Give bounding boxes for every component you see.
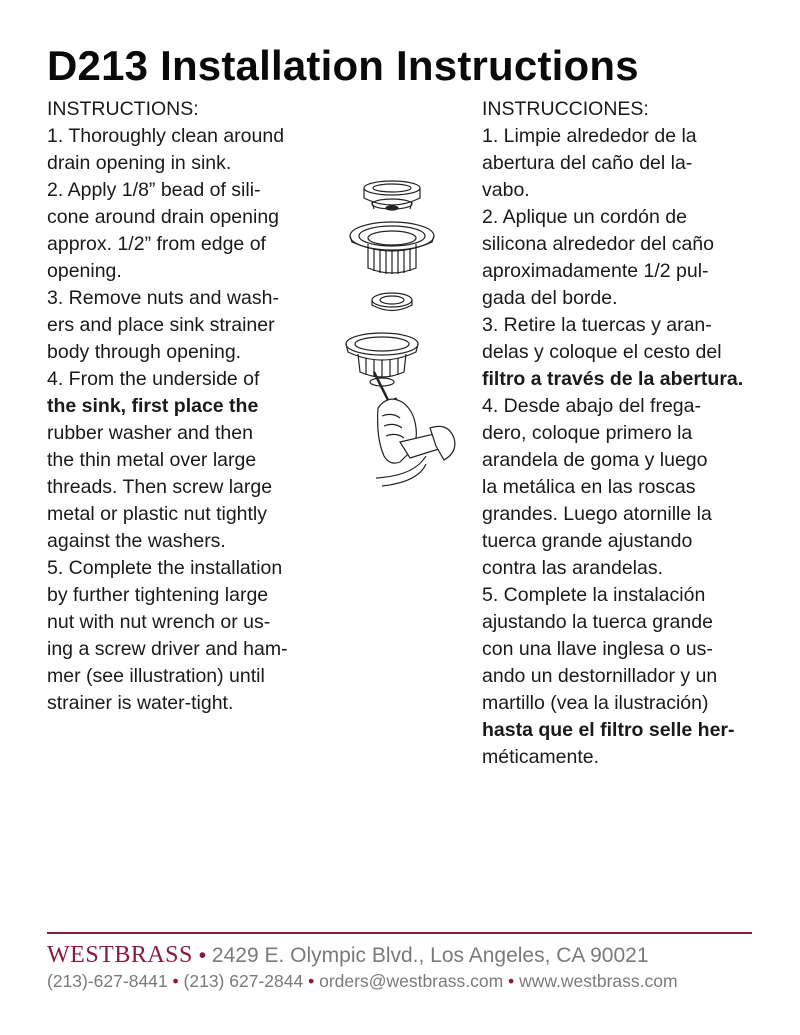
instruction-line: mer (see illustration) until <box>47 665 265 687</box>
instructions-heading: INSTRUCTIONS: <box>47 98 199 120</box>
instruction-line: rubber washer and then <box>47 422 253 444</box>
instruction-line: against the washers. <box>47 530 226 552</box>
locknut-icon <box>346 333 418 386</box>
drain-strainer-assembly-illustration <box>330 176 470 492</box>
instruction-line: the sink, first place the <box>47 395 259 417</box>
footer-address-line <box>47 941 649 970</box>
instruction-line: the thin metal over large <box>47 449 257 471</box>
english-instructions <box>47 96 327 717</box>
separator-bullet: • <box>508 971 515 991</box>
washer-icon <box>372 293 412 311</box>
instruction-line: metal or plastic nut tightly <box>47 503 268 525</box>
strainer-flange-icon <box>350 222 434 274</box>
instruction-line: 1. Thoroughly clean around <box>47 125 285 147</box>
instruction-line: approx. 1/2” from edge of <box>47 233 266 255</box>
instruction-line: 2. Apply 1/8” bead of sili- <box>47 179 261 201</box>
email-link[interactable]: orders@westbrass.com <box>319 971 504 991</box>
instruction-line: threads. Then screw large <box>47 476 273 498</box>
separator-bullet: • <box>308 971 315 991</box>
instruction-line: dero, coloque primero la <box>482 422 693 444</box>
instructions-heading: INSTRUCCIONES: <box>482 98 649 120</box>
instruction-line: la metálica en las roscas <box>482 476 696 498</box>
instruction-line: ajustando la tuerca grande <box>482 611 713 633</box>
instruction-line: ing a screw driver and ham- <box>47 638 288 660</box>
instruction-line: 4. From the underside of <box>47 368 260 390</box>
instruction-line: ers and place sink strainer <box>47 314 275 336</box>
instruction-line: gada del borde. <box>482 287 618 309</box>
instruction-line: 4. Desde abajo del frega- <box>482 395 701 417</box>
company-address: 2429 E. Olympic Blvd., Los Angeles, CA 90021 <box>211 944 649 967</box>
instruction-line: 5. Complete the installation <box>47 557 283 579</box>
phone-number: (213)-627-8441 <box>47 971 168 991</box>
page-title: D213 Installation Instructions <box>47 42 639 89</box>
instruction-line: 1. Limpie alrededor de la <box>482 125 697 147</box>
instruction-line: con una llave inglesa o us- <box>482 638 713 660</box>
instruction-line: 5. Complete la instalación <box>482 584 706 606</box>
instruction-line: nut with nut wrench or us- <box>47 611 271 633</box>
instruction-line: ando un destornillador y un <box>482 665 718 687</box>
fax-number: (213) 627-2844 <box>183 971 304 991</box>
instruction-line: strainer is water-tight. <box>47 692 234 714</box>
instruction-line: contra las arandelas. <box>482 557 664 579</box>
instruction-line: grandes. Luego atornille la <box>482 503 712 525</box>
instruction-line: delas y coloque el cesto del <box>482 341 722 363</box>
instruction-line: silicona alrededor del caño <box>482 233 714 255</box>
instruction-line: vabo. <box>482 179 530 201</box>
strainer-basket-icon <box>364 181 420 210</box>
instruction-line: drain opening in sink. <box>47 152 232 174</box>
instruction-line: arandela de goma y luego <box>482 449 708 471</box>
instruction-line: filtro a través de la abertura. <box>482 368 744 390</box>
footer-contact-line <box>47 968 678 994</box>
instruction-line: by further tightening large <box>47 584 269 606</box>
separator-bullet: • <box>198 944 207 967</box>
instruction-line: 3. Retire la tuercas y aran- <box>482 314 712 336</box>
brand-name: WESTBRASS <box>47 942 193 968</box>
instruction-line: hasta que el filtro selle her- <box>482 719 735 741</box>
instruction-line: tuerca grande ajustando <box>482 530 693 552</box>
instruction-line: martillo (vea la ilustración) <box>482 692 709 714</box>
instruction-line: 3. Remove nuts and wash- <box>47 287 279 309</box>
instruction-line: opening. <box>47 260 122 282</box>
instruction-line: abertura del caño del la- <box>482 152 693 174</box>
instruction-line: méticamente. <box>482 746 600 768</box>
instruction-line: aproximadamente 1/2 pul- <box>482 260 709 282</box>
separator-bullet: • <box>172 971 179 991</box>
footer-divider <box>47 932 752 934</box>
instruction-line: body through opening. <box>47 341 242 363</box>
spanish-instructions <box>482 96 772 771</box>
website-link[interactable]: www.westbrass.com <box>519 971 678 991</box>
instruction-line: cone around drain opening <box>47 206 280 228</box>
instruction-line: 2. Aplique un cordón de <box>482 206 687 228</box>
